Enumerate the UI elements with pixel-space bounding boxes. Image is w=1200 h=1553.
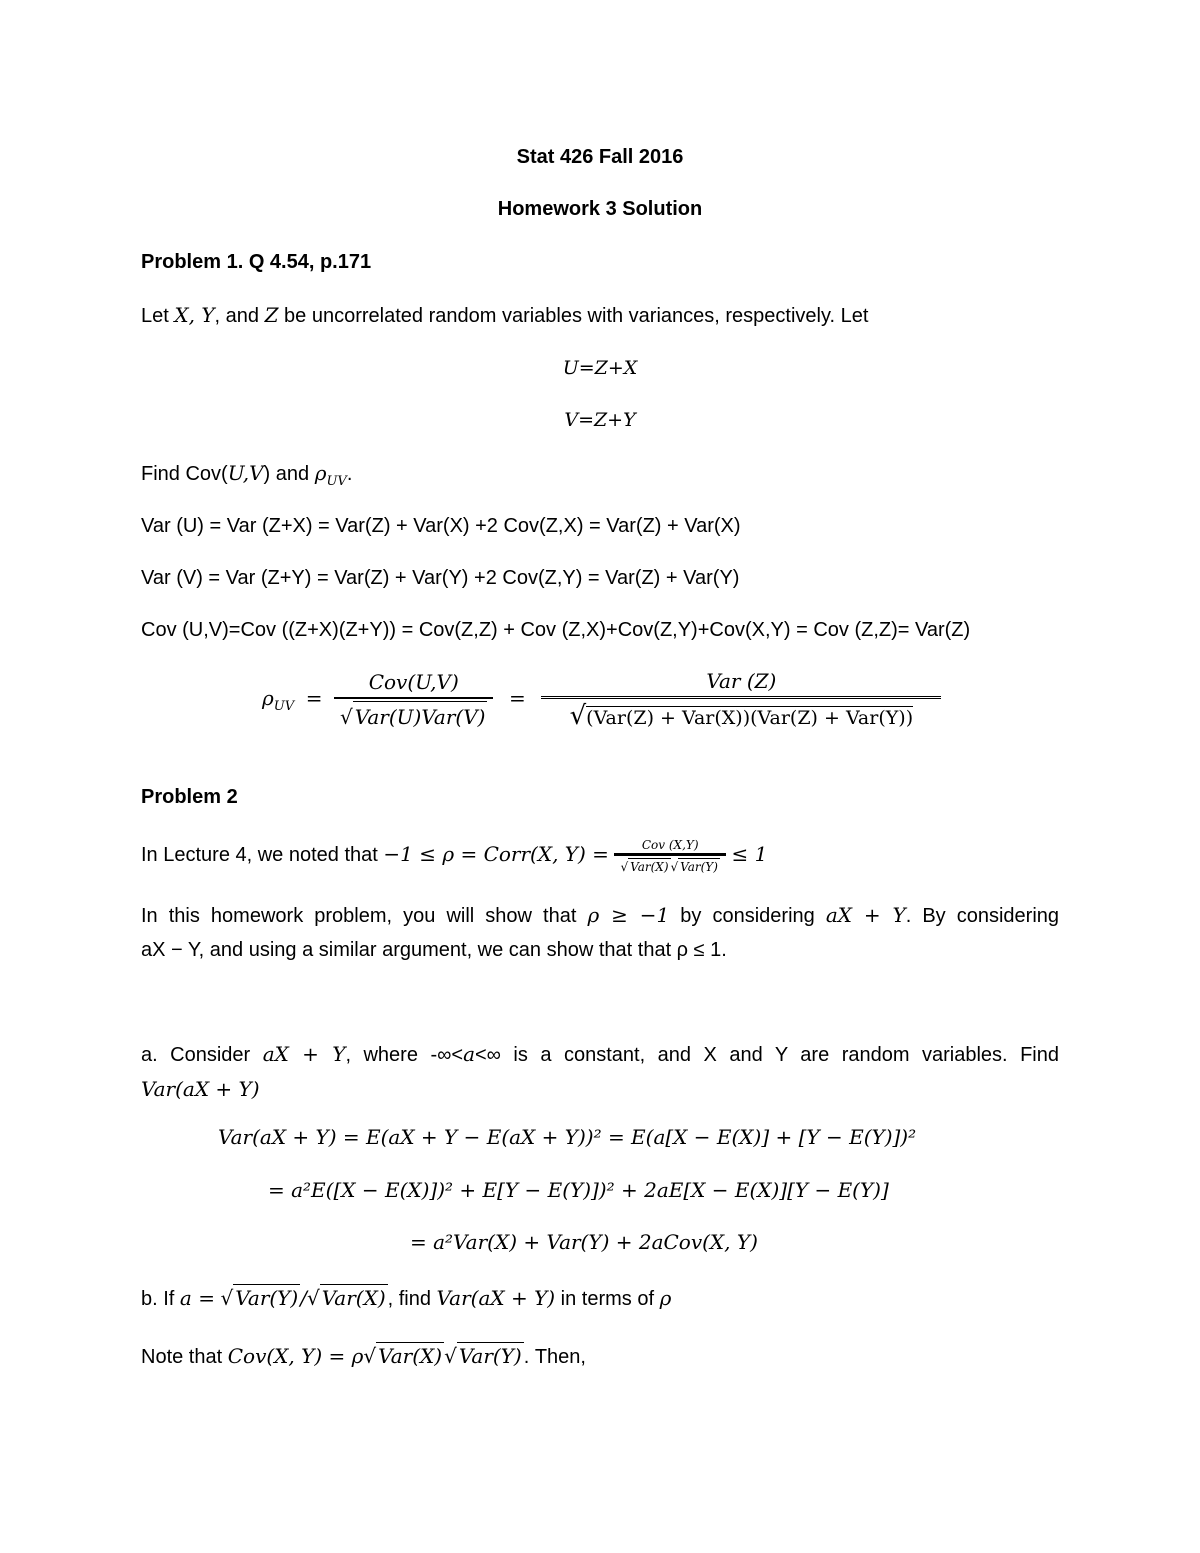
- find-post: ) and: [263, 463, 310, 485]
- var-v-line: Var (V) = Var (Z+Y) = Var(Z) + Var(Y) +2 Cov(Z,Y) = Var(Z) + Var(Y): [141, 567, 740, 589]
- formula-lhs: [262, 685, 295, 714]
- rho-uv-formula: $\rho_{UV}$ = $\frac{\text{Cov(U,V)}}{\text{√ Var(U)Var(V)}}$ = $\frac{\text{Var (Z)}}{\text{√(Var(Z) + Var(X))(Var(Z) + Var(Y))}}$: [262, 666, 941, 733]
- var-u-line: Var (U) = Var (Z+X) = Var(Z) + Var(X) +2 Cov(Z,X) = Var(Z) + Var(X): [141, 515, 741, 537]
- equation-2: = a²E([X − E(X)])² + E[Y − E(Y)])² + 2aE[X − E(X)][Y − E(Y)]: [268, 1178, 889, 1202]
- intro-post: be uncorrelated random variables with variances, respectively. Let: [284, 305, 869, 327]
- find-cov-line: Find Cov(U,V) and $\rho_{UV}$.: [141, 461, 353, 489]
- part-a-line-1: a. Consider aX + Y, where -∞<a<∞ is a constant, and X and Y are random variables. Find: [141, 1042, 1059, 1066]
- intro-vars: X, Y: [174, 303, 215, 327]
- fraction-2-denominator: √(Var(Z) + Var(X))(Var(Z) + Var(Y)): [541, 696, 941, 733]
- fraction-1-numerator: Cov(U,V): [368, 670, 459, 694]
- problem-1-heading: Problem 1. Q 4.54, p.171: [141, 251, 372, 273]
- part-a-line-2: Var(aX + Y): [141, 1077, 260, 1101]
- cov-uv-line: Cov (U,V)=Cov ((Z+X)(Z+Y)) = Cov(Z,Z) + Cov (Z,X)+Cov(Z,Y)+Cov(X,Y) = Cov (Z,Z)= Var(Z): [141, 619, 971, 641]
- intro-z: Z: [264, 303, 279, 327]
- lecture-line: [141, 834, 767, 875]
- equation-1: Var(aX + Y) = E(aX + Y − E(aX + Y))² = E(a[X − E(X)] + [Y − E(Y)])²: [218, 1125, 917, 1149]
- sqrt-icon: √: [340, 705, 353, 729]
- lecture-pre: In Lecture 4, we noted that: [141, 844, 378, 866]
- note-line: Note that Cov(X, Y) = ρ√ Var(X) √ Var(Y) . Then,: [141, 1344, 586, 1368]
- lecture-fraction-den: √ Var(X) √ Var(Y): [614, 853, 725, 875]
- fraction-1: [334, 667, 493, 732]
- rho-symbol: ρ: [314, 461, 327, 485]
- hw-line-2: aX − Y, and using a similar argument, we can show that that ρ ≤ 1.: [141, 939, 727, 961]
- sqrt-icon: √: [569, 701, 587, 731]
- find-pre: Find Cov(: [141, 463, 228, 485]
- definition-u: U=Z+X: [562, 357, 638, 379]
- intro-pre: Let: [141, 305, 169, 327]
- fraction-1-denominator: √ Var(U)Var(V): [334, 697, 493, 732]
- problem-2-heading: Problem 2: [141, 786, 238, 808]
- lecture-fraction-num: Cov (X,Y): [641, 837, 699, 852]
- fraction-2: [541, 666, 941, 733]
- page-title: Stat 426 Fall 2016: [516, 146, 684, 168]
- part-b-line: b. If a = √ Var(Y) /√ Var(X) , find Var(aX + Y) in terms of ρ: [141, 1286, 672, 1310]
- formula-lhs-rho: ρ: [262, 685, 274, 710]
- hw-line-1: In this homework problem, you will show that ρ ≥ −1 by considering aX + Y. By considering: [141, 903, 1060, 927]
- page-subtitle: Homework 3 Solution: [497, 198, 703, 220]
- problem-1-intro: [141, 302, 868, 329]
- formula-lhs-sub: UV: [273, 698, 295, 714]
- intro-mid: , and: [214, 305, 260, 327]
- rho-subscript: UV: [326, 474, 347, 489]
- lecture-eq: −1 ≤ ρ = Corr(X, Y) =: [383, 842, 609, 866]
- lecture-post: ≤ 1: [731, 842, 768, 866]
- find-uv: U,V: [227, 461, 264, 485]
- definition-v: V=Z+Y: [564, 409, 636, 431]
- fraction-2-numerator: Var (Z): [706, 669, 777, 693]
- lecture-fraction: [614, 837, 725, 875]
- equation-3: = a²Var(X) + Var(Y) + 2aCov(X, Y): [410, 1230, 758, 1254]
